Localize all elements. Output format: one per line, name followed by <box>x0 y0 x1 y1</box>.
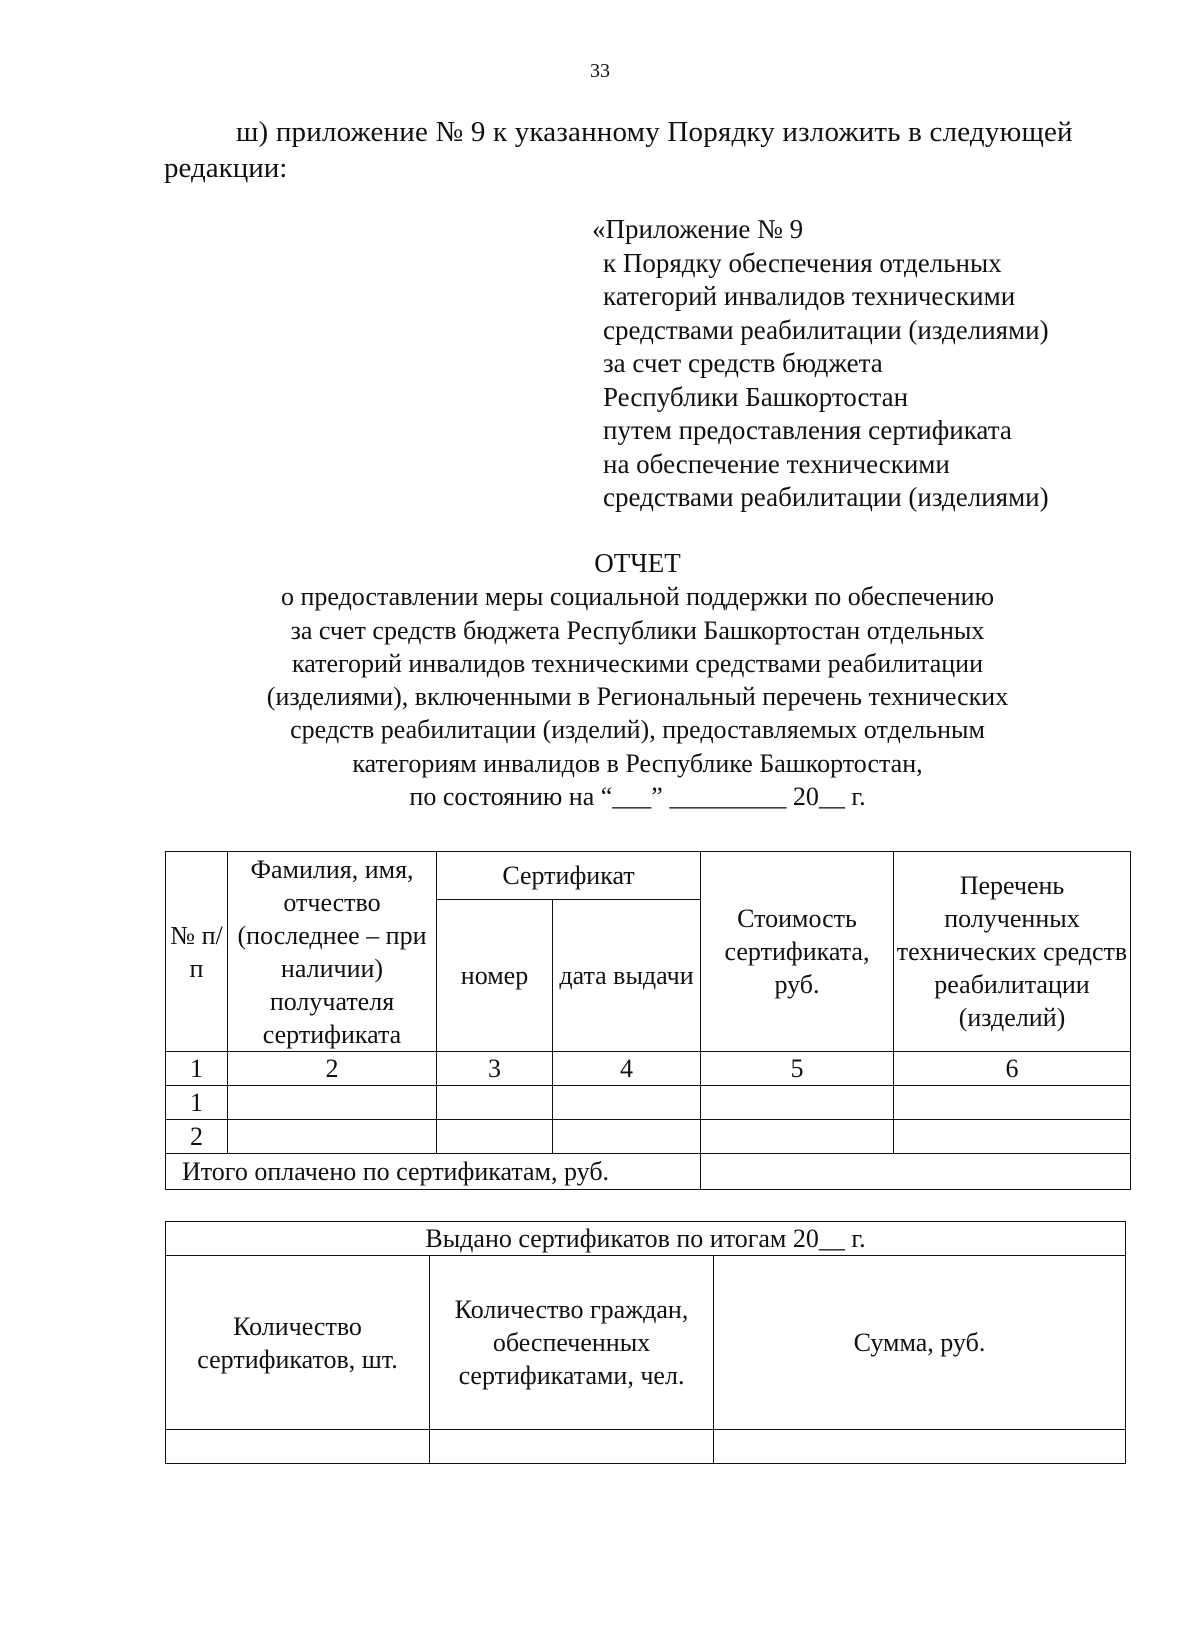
appendix-line: средствами реабилитации (изделиями) <box>603 482 1049 512</box>
header-devices-list: Перечень полученных технических средств реабилитации (изделий) <box>894 852 1131 1052</box>
report-title-block <box>160 547 1115 813</box>
report-line: категориям инвалидов в Республике Башкортостан, <box>352 748 923 778</box>
column-number: 4 <box>553 1052 701 1086</box>
certificates-summary-table <box>165 1221 1126 1464</box>
total-row <box>166 1154 1131 1190</box>
column-number: 2 <box>228 1052 437 1086</box>
table-cell[interactable] <box>553 1086 701 1120</box>
table-cell[interactable] <box>166 1430 430 1464</box>
report-date-line: по состоянию на “___” _________ 20__ г. <box>409 782 866 812</box>
table-cell[interactable] <box>894 1086 1131 1120</box>
table-cell[interactable] <box>701 1120 894 1154</box>
header-certificates-count: Количество сертификатов, шт. <box>166 1256 430 1430</box>
header-amount: Сумма, руб. <box>714 1256 1126 1430</box>
appendix-line: категорий инвалидов техническими <box>603 281 1016 311</box>
header-issue-date: дата выдачи <box>553 900 701 1052</box>
table-cell[interactable] <box>701 1086 894 1120</box>
table-cell[interactable] <box>553 1120 701 1154</box>
table-cell[interactable] <box>430 1430 714 1464</box>
table-row <box>166 1086 1131 1120</box>
summary-title: Выдано сертификатов по итогам 20__ г. <box>166 1222 1126 1256</box>
appendix-line: за счет средств бюджета <box>603 348 883 378</box>
header-citizens-count: Количество граждан, обеспеченных сертификатами, чел. <box>430 1256 714 1430</box>
table-cell[interactable] <box>437 1086 553 1120</box>
appendix-line: «Приложение № 9 <box>592 214 804 244</box>
report-line: средств реабилитации (изделий), предоставляемых отдельным <box>290 715 985 745</box>
appendix-line: Республики Башкортостан <box>603 381 909 412</box>
table-cell[interactable] <box>228 1120 437 1154</box>
table-cell[interactable] <box>437 1120 553 1154</box>
intro-line-2: редакции: <box>164 152 288 184</box>
row-number: 2 <box>166 1120 228 1154</box>
header-certificate-number: номер <box>437 900 553 1052</box>
report-heading: ОТЧЕТ <box>594 548 681 578</box>
column-number-row <box>166 1052 1131 1086</box>
total-label: Итого оплачено по сертификатам, руб. <box>166 1154 701 1190</box>
appendix-line: на обеспечение техническими <box>603 448 950 479</box>
report-line: (изделиями), включенными в Региональный перечень технических <box>266 682 1009 712</box>
report-line: о предоставлении меры социальной поддержки по обеспечению <box>280 582 995 612</box>
column-number: 6 <box>894 1052 1131 1086</box>
report-table <box>165 851 1131 1190</box>
appendix-line: путем предоставления сертификата <box>603 415 1012 445</box>
row-number: 1 <box>166 1086 228 1120</box>
intro-line-1: ш) приложение № 9 к указанному Порядку изложить в следующей <box>236 116 1073 148</box>
table-cell[interactable] <box>228 1086 437 1120</box>
table-row <box>166 1120 1131 1154</box>
column-number: 5 <box>701 1052 894 1086</box>
column-number: 1 <box>166 1052 228 1086</box>
table-cell[interactable] <box>714 1430 1126 1464</box>
report-line: категорий инвалидов техническими средствами реабилитации <box>292 648 983 678</box>
header-recipient-name: Фамилия, имя, отчество (последнее – при наличии) получателя сертификата <box>228 852 437 1052</box>
table-row <box>166 1430 1126 1464</box>
page-number: 33 <box>590 60 610 82</box>
header-cost: Стоимость сертификата, руб. <box>701 852 894 1052</box>
report-line: за счет средств бюджета Республики Башкортостан отдельных <box>290 615 985 645</box>
table-cell[interactable] <box>894 1120 1131 1154</box>
total-value-cell[interactable] <box>701 1154 1131 1190</box>
column-number: 3 <box>437 1052 553 1086</box>
appendix-line: к Порядку обеспечения отдельных <box>603 247 1002 278</box>
header-certificate: Сертификат <box>437 852 701 900</box>
appendix-line: средствами реабилитации (изделиями) <box>603 314 1049 345</box>
appendix-block <box>592 213 1049 515</box>
header-num: № п/п <box>166 852 228 1052</box>
